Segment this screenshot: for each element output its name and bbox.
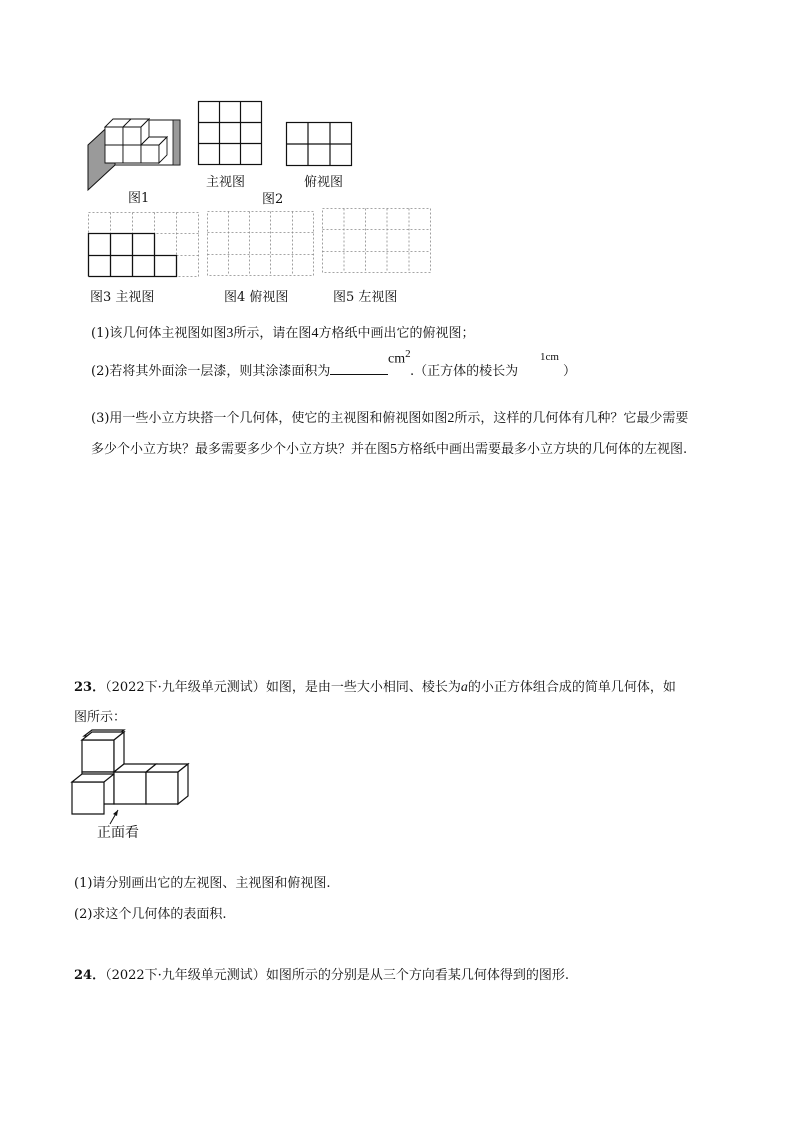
q22-part2-close: ）	[563, 364, 577, 379]
q23-cube-figure	[72, 730, 192, 835]
q24-heading: 24．（2022下·九年级单元测试）如图所示的分别是从三个方向看某几何体得到的图形.	[74, 968, 569, 983]
figure-2-front-view	[198, 101, 262, 165]
q22-part2: (2)若将其外面涂一层漆，则其涂漆面积为	[91, 360, 388, 379]
fig5-caption: 图5 左视图	[333, 290, 398, 305]
figure-1-solid	[85, 115, 185, 195]
top-view-caption: 俯视图	[304, 175, 344, 190]
figure-3-grid	[88, 212, 200, 278]
fig1-caption: 图1	[128, 191, 150, 206]
q22-part2-tail: .（正方体的棱长为	[410, 364, 519, 379]
q22-part3-line2: 多少个小立方块？最多需要多少个小立方块？并在图5方格纸中画出需要最多小立方块的几何体的左视图.	[91, 442, 688, 457]
q23-heading: 23．（2022下·九年级单元测试）如图，是由一些大小相同、棱长为a的小正方体组合成的简单几何体，如	[74, 680, 676, 695]
fig3-caption: 图3 主视图	[90, 290, 155, 305]
edge-length: 1cm	[540, 351, 559, 363]
figure-2-top-view	[286, 122, 352, 166]
front-view-caption: 主视图	[206, 175, 246, 190]
unit-cm: $cm^2$	[388, 348, 411, 367]
answer-blank	[330, 362, 388, 375]
fig4-caption: 图4 俯视图	[224, 290, 289, 305]
q22-part3-line1: (3)用一些小立方块搭一个几何体，使它的主视图和俯视图如图2所示，这样的几何体有几种？它最少需要	[91, 411, 689, 426]
q23-part1: (1)请分别画出它的左视图、主视图和俯视图.	[74, 876, 331, 891]
figure-4-grid	[207, 211, 315, 277]
q22-part1: (1)该几何体主视图如图3所示，请在图4方格纸中画出它的俯视图；	[91, 326, 475, 341]
q23-line2: 图所示：	[74, 710, 127, 725]
q23-part2: (2)求这个几何体的表面积.	[74, 907, 227, 922]
front-view-label: 正面看	[97, 825, 139, 841]
figure-5-grid	[322, 208, 432, 274]
fig2-caption: 图2	[262, 192, 284, 207]
